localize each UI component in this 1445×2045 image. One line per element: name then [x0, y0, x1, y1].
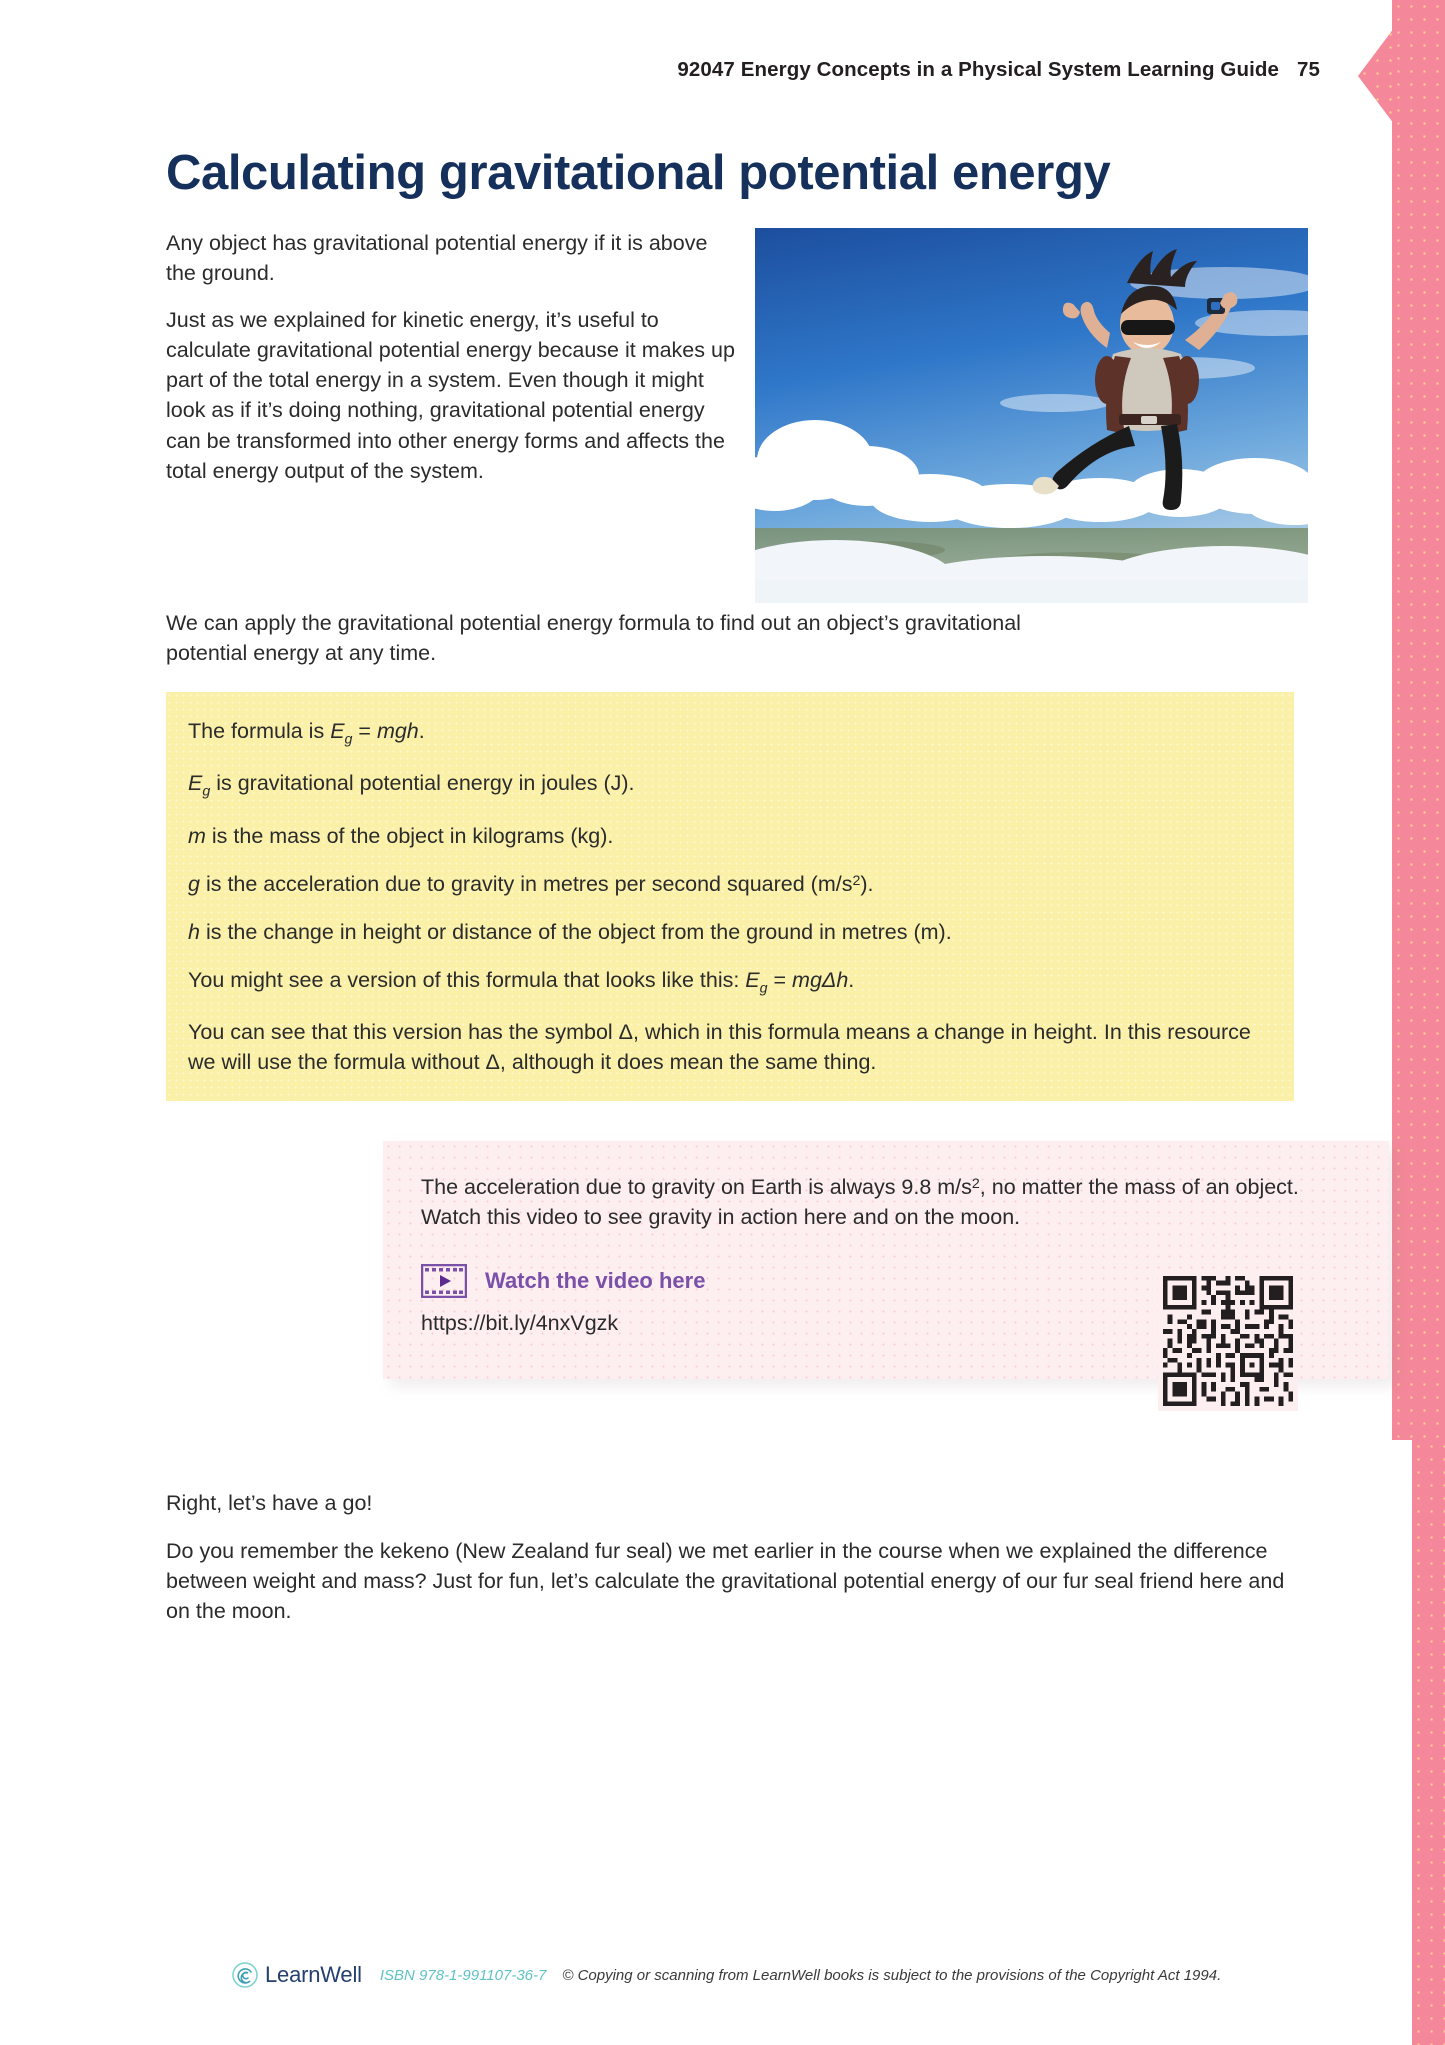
formula-line-3 [188, 821, 1272, 851]
intro-column [166, 228, 736, 503]
banner-arrow-notch [1358, 28, 1394, 124]
watch-video-label: Watch the video here [485, 1268, 706, 1294]
formula-line-1-prefix: The formula is [188, 719, 331, 743]
symbol-E-alt: E [745, 967, 760, 992]
running-header-title: 92047 Energy Concepts in a Physical System Learning Guide [677, 58, 1279, 81]
subscript-g: g [202, 783, 211, 800]
callout-text [421, 1172, 1351, 1232]
page-number: 75 [1296, 58, 1320, 81]
skydiver-illustration [755, 228, 1308, 603]
learnwell-spiral-logo-icon [232, 1962, 258, 1988]
formula-equals-alt: = [767, 967, 793, 992]
formula-line-2 [188, 768, 1272, 802]
intro-paragraph-1: Any object has gravitational potential energy if it is above the ground. [166, 231, 708, 286]
formula-line-4-superscript: 2 [852, 872, 861, 889]
running-header [0, 58, 1320, 82]
tail-paragraph-1: Right, let’s have a go! [166, 1491, 373, 1515]
isbn-text: ISBN 978-1-991107-36-7 [379, 1966, 547, 1984]
formula-subscript-g: g [344, 731, 353, 748]
film-strip-play-icon [421, 1264, 467, 1298]
callout-superscript: 2 [971, 1176, 980, 1193]
callout-text-b: , no matter the mass of an object. Watch this video to see gravity in action here and on the moon. [421, 1175, 1299, 1230]
page-footer [232, 1962, 1221, 1988]
formula-line-1-period: . [418, 719, 425, 743]
formula-definition-box [166, 692, 1294, 1101]
intro-paragraph-2: Just as we explained for kinetic energy, it’s useful to calculate gravitational potential energy because it makes up part of the total energy in a system. Even though it might look as if it’s doing nothing, gravitational potential energy can be transformed into other energy forms and affects the total energy output of the system. [166, 308, 735, 483]
qr-code[interactable] [1158, 1271, 1298, 1411]
tail-paragraph-2: Do you remember the kekeno (New Zealand fur seal) we met earlier in the course when we explained the difference between weight and mass? Just for fun, let’s calculate the gravitational potential energy of our fur seal friend here and on the moon. [166, 1539, 1285, 1624]
formula-line-4-text-a: is the acceleration due to gravity in metres per second squared (m/s [199, 871, 853, 896]
symbol-h: h [188, 919, 200, 944]
formula-line-3-text: is the mass of the object in kilograms (kg). [205, 823, 614, 848]
formula-line-2-text: is gravitational potential energy in joules (J). [210, 771, 635, 796]
copyright-notice: © Copying or scanning from LearnWell books is subject to the provisions of the Copyright Act 1994. [562, 1966, 1222, 1984]
formula-equals: = [352, 719, 377, 743]
formula-line-6 [188, 965, 1272, 999]
tail-paragraphs [166, 1488, 1296, 1644]
formula-line-6-period: . [848, 967, 855, 992]
formula-line-4-text-b: ). [860, 871, 874, 896]
formula-line-7: You can see that this version has the symbol Δ, which in this formula means a change in height. In this resource we will use the formula without Δ, although it does mean the same thing. [188, 1020, 1251, 1075]
formula-line-1 [188, 716, 1272, 750]
formula-rhs-mgdeltah: mgΔh [792, 967, 849, 992]
symbol-g: g [188, 871, 200, 896]
formula-rhs-mgh: mgh [376, 719, 419, 743]
callout-text-a: The acceleration due to gravity on Earth is always 9.8 m/s [421, 1175, 972, 1199]
symbol-E: E [188, 771, 203, 796]
symbol-m: m [188, 823, 206, 848]
video-url[interactable]: https://bit.ly/4nxVgzk [421, 1311, 619, 1336]
skydiver-photo [755, 228, 1308, 603]
right-edge-banner-lower [1412, 1440, 1445, 2045]
formula-line-5 [188, 917, 1272, 947]
formula-line-5-text: is the change in height or distance of the object from the ground in metres (m). [199, 919, 952, 944]
formula-line-4 [188, 869, 1272, 899]
right-edge-banner [1392, 0, 1445, 1440]
learnwell-wordmark: LearnWell [265, 1962, 362, 1987]
formula-symbol-E: E [330, 719, 345, 743]
formula-line-6-prefix: You might see a version of this formula that looks like this: [188, 967, 746, 992]
page-title: Calculating gravitational potential energy [166, 146, 1111, 200]
subscript-g-alt: g [759, 980, 768, 997]
qr-code-image [1158, 1271, 1298, 1411]
apply-formula-paragraph: We can apply the gravitational potential energy formula to find out an object’s gravitational potential energy at any time. [166, 611, 1021, 666]
